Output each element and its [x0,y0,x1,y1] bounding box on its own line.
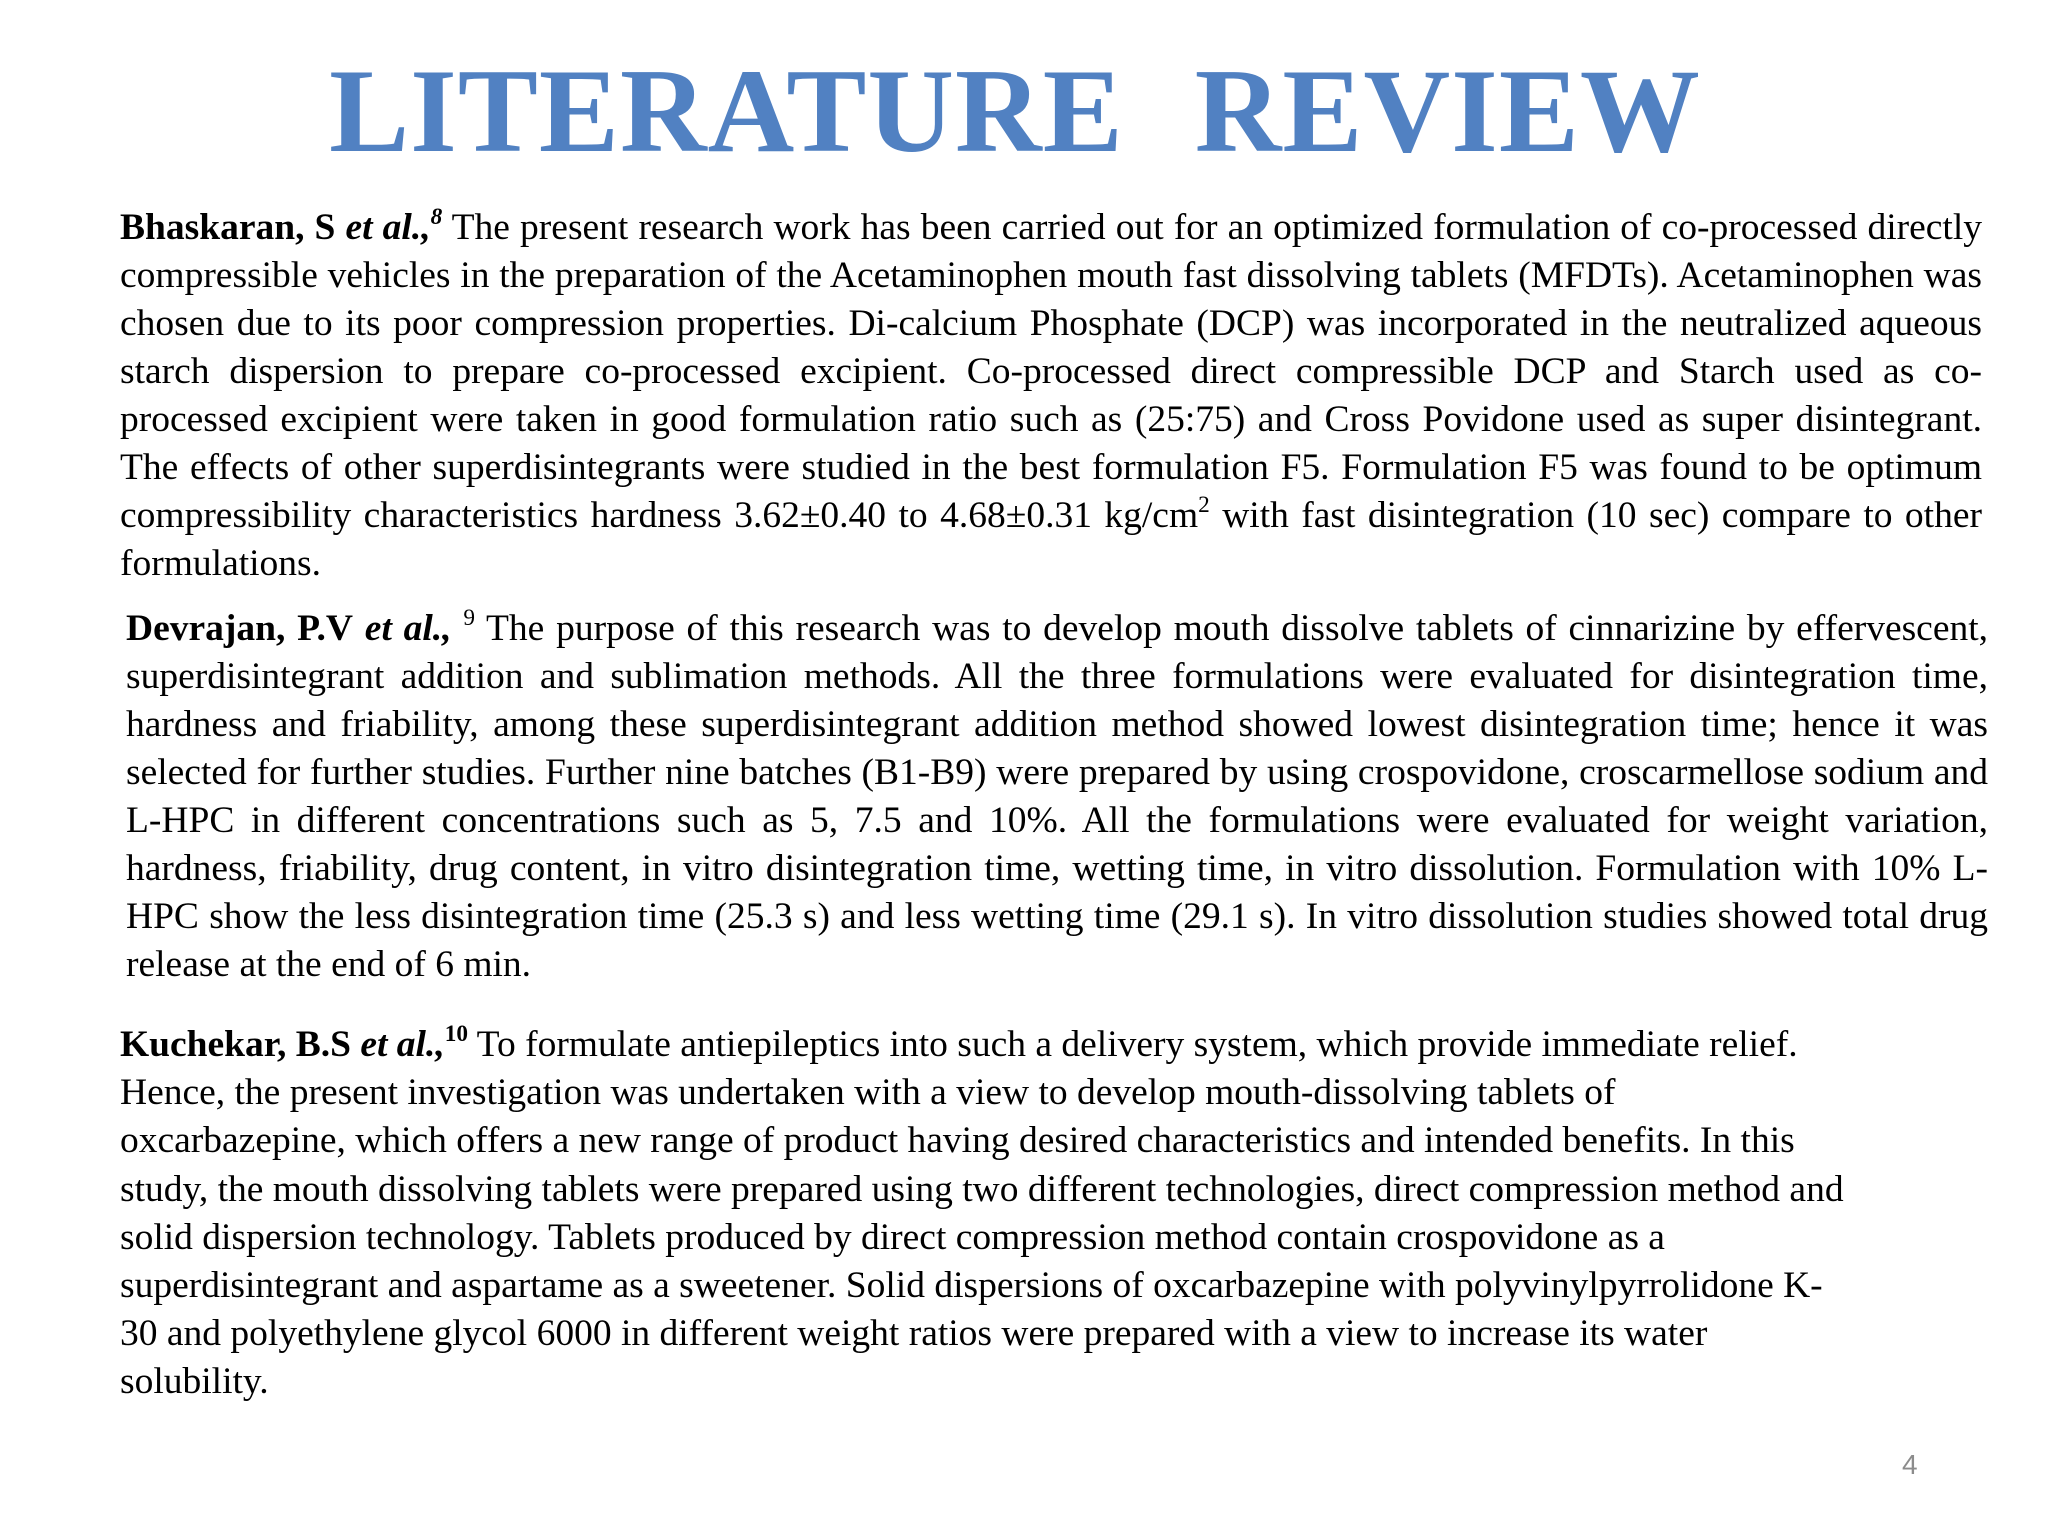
entry-author: Devrajan, P.V [126,608,354,649]
entry-body-line: solubility. [120,1361,269,1403]
entry-reference-number: 9 [463,604,475,631]
literature-entry-devrajan [126,605,1988,989]
entry-reference-number: 8 [430,203,443,230]
entry-body-line: oxcarbazepine, which offers a new range of product having desired characteristics and intended benefits. In this [120,1120,1795,1162]
page-number: 4 [1902,1449,1918,1480]
entry-author: Bhaskaran, S [120,207,336,248]
entry-body-line: 30 and polyethylene glycol 6000 in different weight ratios were prepared with a view to increase its water [120,1313,1708,1355]
entry-et-al: et al., [360,1024,445,1065]
entry-body-text: The purpose of this research was to develop mouth dissolve tablets of cinnarizine by effervescent, superdisintegrant addition and sublimation methods. All the three formulations were evaluated for disintegration time, hardness and friability, among these superdisintegrant addition method showed lowest disintegration time; hence it was selected for further studies. Further nine batches (B1-B9) were prepared by using crospovidone, croscarmellose sodium and L-HPC in different concentrations such as 5, 7.5 and 10%. All the formulations were evaluated for weight variation, hardness, friability, drug content, in vitro disintegration time, wetting time, in vitro dissolution. Formulation with 10% L-HPC show the less disintegration time (25.3 s) and less wetting time (29.1 s). In vitro dissolution studies showed total drug release at the end of 6 min. [126,608,1989,985]
entry-body-line: Hence, the present investigation was undertaken with a view to develop mouth-dissolving tablets of [120,1072,1616,1114]
entry-body-line: To formulate antiepileptics into such a delivery system, which provide immediate relief. [467,1024,1798,1065]
slide-title: LITERATURE REVIEW [329,44,1701,177]
literature-entry-bhaskaran [120,204,1982,588]
literature-entry-kuchekar [120,1021,1980,1407]
entry-body-text-end: with fast disintegration (10 sec) compare to other formulations. [120,495,1982,584]
entry-body-text: The present research work has been carried out for an optimized formulation of co-processed directly compressible vehicles in the preparation of the Acetaminophen mouth fast dissolving tablets (MFDTs). Acetaminophen was chosen due to its poor compression properties. Di-calcium Phosphate (DCP) was incorporated in the neutralized aqueous starch dispersion to prepare co-processed excipient. Co-processed direct compressible DCP and Starch used as co-processed excipient were taken in good formulation ratio such as (25:75) and Cross Povidone used as super disintegrant. The effects of other superdisintegrants were studied in the best formulation F5. Formulation F5 was found to be optimum compressibility characteristics hardness 3.62±0.40 to 4.68±0.31 kg/cm [120,207,1983,536]
entry-reference-number: 10 [444,1020,468,1047]
entry-et-al: et al., [345,207,431,248]
unit-superscript: 2 [1198,491,1210,518]
entry-body-line: solid dispersion technology. Tablets produced by direct compression method contain crospovidone as a [120,1216,1665,1258]
entry-author: Kuchekar, B.S [120,1024,351,1065]
entry-et-al: et al., [364,608,452,649]
entry-body-line: superdisintegrant and aspartame as a sweetener. Solid dispersions of oxcarbazepine with polyvinylpyrrolidone K- [120,1265,1823,1307]
entry-body-line: study, the mouth dissolving tablets were prepared using two different technologies, direct compression method and [120,1168,1844,1210]
